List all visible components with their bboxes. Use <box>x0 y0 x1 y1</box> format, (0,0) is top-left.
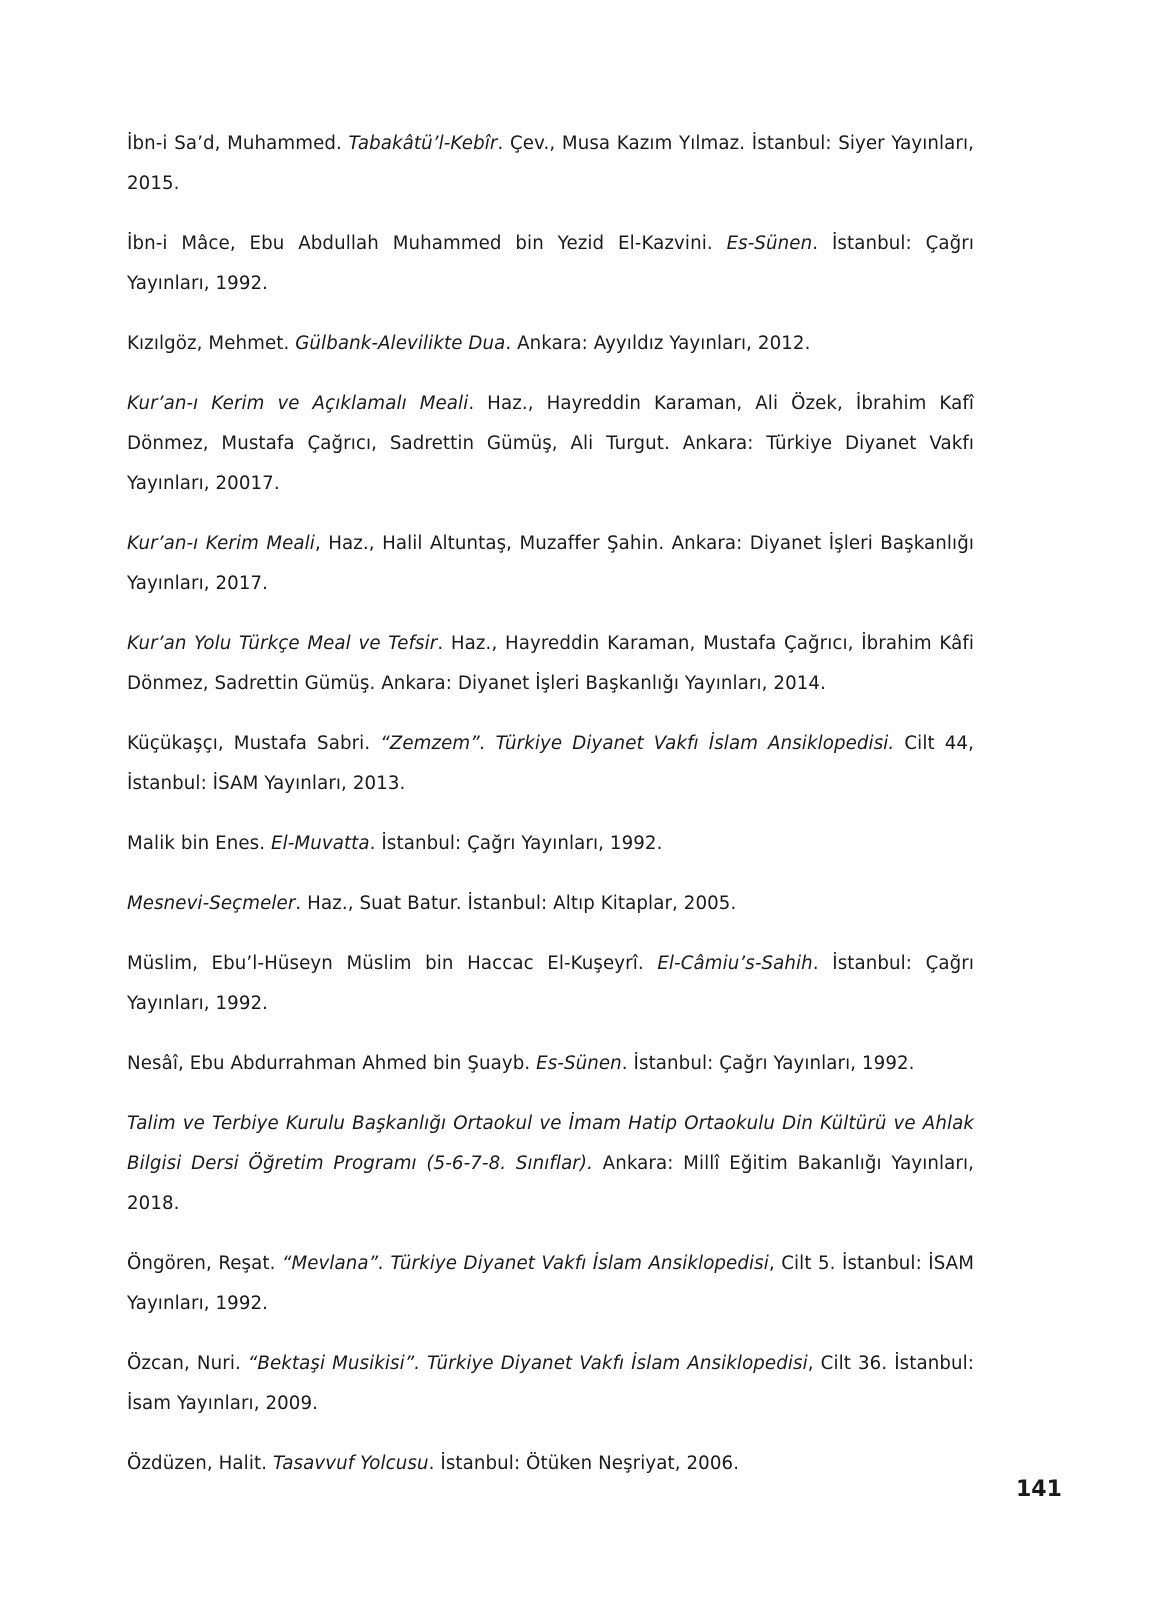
entry-title: “Mevlana”. Türkiye Diyanet Vakfı İslam Ansiklopedisi <box>281 1253 769 1274</box>
entry-text: Müslim, Ebu’l-Hüseyn Müslim bin Haccac El-Kuşeyrî. <box>127 953 658 974</box>
entry-title: Es-Sünen <box>726 233 813 254</box>
page-number: 141 <box>1016 1477 1062 1502</box>
bibliography-entry <box>127 944 974 1024</box>
entry-title: Kur’an-ı Kerim ve Açıklamalı Meali <box>127 393 469 414</box>
entry-text: , Cilt 5. İstanbul: İSAM Yayınları, 1992. <box>127 1253 975 1314</box>
entry-text: Ankara: Millî Eğitim Bakanlığı Yayınları, 2018. <box>127 1153 974 1214</box>
bibliography-entry <box>127 824 974 864</box>
entry-text: . İstanbul: Çağrı Yayınları, 1992. <box>127 953 975 1014</box>
entry-text: Özdüzen, Halit. <box>127 1453 273 1474</box>
entry-text: . Haz., Hayreddin Karaman, Ali Özek, İbrahim Kafî Dönmez, Mustafa Çağrıcı, Sadrettin Gümüş, Ali Turgut. Ankara: Türkiye Diyanet Vakfı Yayınları, 20017. <box>127 393 974 494</box>
entry-title: Gülbank-Alevilikte Dua <box>295 333 506 354</box>
entry-text: Malik bin Enes. <box>127 833 272 854</box>
entry-title: Tasavvuf Yolcusu <box>272 1453 429 1474</box>
bibliography-entry <box>127 1344 974 1424</box>
entry-text: Özcan, Nuri. <box>127 1353 248 1374</box>
entry-text: . İstanbul: Çağrı Yayınları, 1992. <box>127 233 975 294</box>
bibliography-entry <box>127 1444 974 1484</box>
entry-text: Küçükaşçı, Mustafa Sabri. <box>127 733 381 754</box>
entry-title: Mesnevi-Seçmeler <box>127 893 296 914</box>
bibliography-entry <box>127 724 974 804</box>
entry-text: Nesâî, Ebu Abdurrahman Ahmed bin Şuayb. <box>127 1053 537 1074</box>
entry-text: , Haz., Halil Altuntaş, Muzaffer Şahin. Ankara: Diyanet İşleri Başkanlığı Yayınları, 2017. <box>127 533 974 594</box>
bibliography-entry <box>127 524 974 604</box>
entry-title: El-Muvatta <box>271 833 370 854</box>
entry-text: . İstanbul: Çağrı Yayınları, 1992. <box>369 833 663 854</box>
entry-text: . Ankara: Ayyıldız Yayınları, 2012. <box>505 333 811 354</box>
bibliography-entry <box>127 1244 974 1324</box>
bibliography-list <box>127 124 974 1484</box>
entry-title: Kur’an Yolu Türkçe Meal ve Tefsir <box>127 633 438 654</box>
entry-title: “Bektaşi Musikisi”. Türkiye Diyanet Vakfı İslam Ansiklopedisi <box>247 1353 808 1374</box>
entry-text: Öngören, Reşat. <box>127 1253 282 1274</box>
entry-text: İbn-i Mâce, Ebu Abdullah Muhammed bin Yezid El-Kazvini. <box>127 233 727 254</box>
entry-text: . İstanbul: Ötüken Neşriyat, 2006. <box>428 1453 740 1474</box>
bibliography-entry <box>127 1044 974 1084</box>
entry-text: . Haz., Suat Batur. İstanbul: Altıp Kitaplar, 2005. <box>295 893 737 914</box>
entry-title: Kur’an-ı Kerim Meali <box>127 533 315 554</box>
bibliography-entry <box>127 884 974 924</box>
entry-title: “Zemzem”. Türkiye Diyanet Vakfı İslam Ansiklopedisi. <box>380 733 895 754</box>
bibliography-entry <box>127 1104 974 1224</box>
entry-text: İbn-i Sa’d, Muhammed. <box>127 133 349 154</box>
entry-title: El-Câmiu’s-Sahih <box>657 953 813 974</box>
entry-text: . İstanbul: Çağrı Yayınları, 1992. <box>621 1053 915 1074</box>
entry-title: Talim ve Terbiye Kurulu Başkanlığı Ortaokul ve İmam Hatip Ortaokulu Din Kültürü ve Ahlak Bilgisi Dersi Öğretim Programı (5-6-7-8. Sınıflar). <box>127 1113 974 1174</box>
bibliography-entry <box>127 124 974 204</box>
bibliography-entry <box>127 324 974 364</box>
bibliography-entry <box>127 224 974 304</box>
bibliography-entry <box>127 624 974 704</box>
entry-text: Cilt 44, İstanbul: İSAM Yayınları, 2013. <box>127 733 974 794</box>
entry-text: . Çev., Musa Kazım Yılmaz. İstanbul: Siyer Yayınları, 2015. <box>127 133 974 194</box>
entry-text: Kızılgöz, Mehmet. <box>127 333 296 354</box>
entry-text: . Haz., Hayreddin Karaman, Mustafa Çağrıcı, İbrahim Kâfi Dönmez, Sadrettin Gümüş. Ankara: Diyanet İşleri Başkanlığı Yayınları, 2014. <box>127 633 974 694</box>
entry-text: , Cilt 36. İstanbul: İsam Yayınları, 2009. <box>127 1353 975 1414</box>
entry-title: Tabakâtü’l-Kebîr <box>348 133 498 154</box>
entry-title: Es-Sünen <box>536 1053 622 1074</box>
bibliography-entry <box>127 384 974 504</box>
